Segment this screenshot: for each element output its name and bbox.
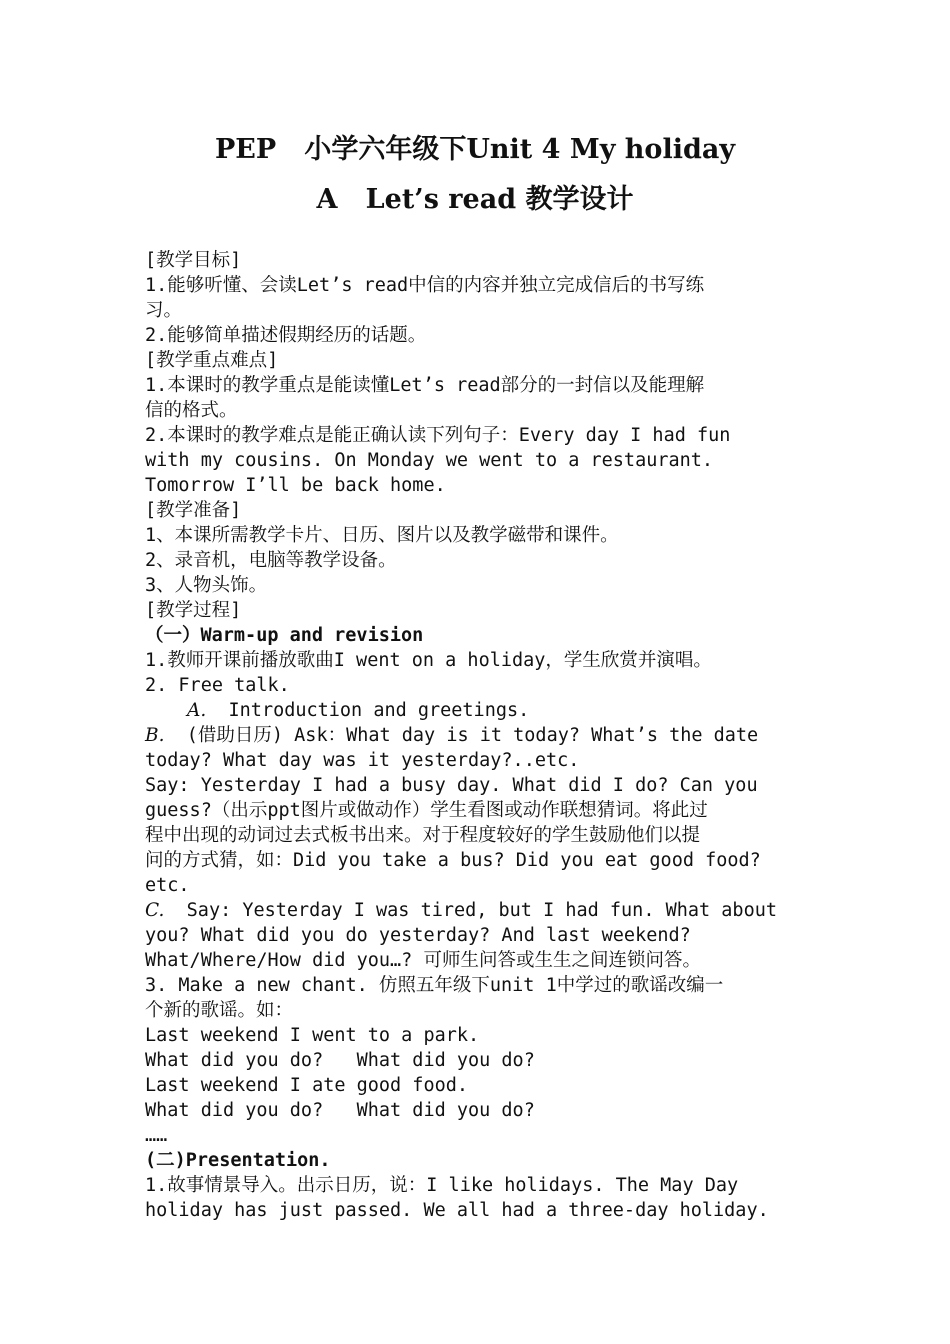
objective-1: 1.能够听懂、会读Let’s read中信的内容并独立完成信后的书写练 [145, 275, 705, 296]
process-heading: [教学过程] [145, 600, 242, 621]
warmup-say-4: 问的方式猜，如：Did you take a bus? Did you eat good food? [145, 850, 761, 871]
preparation-3: 3、人物头饰。 [145, 575, 268, 596]
item-b-text: (借助日历) Ask：What day is it today? What’s the date [164, 725, 759, 746]
keypoint-2-cont-2: Tomorrow I’ll be back home. [145, 475, 446, 496]
warmup-say-3: 程中出现的动词过去式板书出来。对于程度较好的学生鼓励他们以提 [145, 825, 701, 846]
warmup-heading: （一）Warm-up and revision [145, 625, 424, 646]
warmup-step-3: 3. Make a new chant. 仿照五年级下unit 1中学过的歌谣改编一 [145, 975, 724, 996]
document-title-line-1: PEP 小学六年级下Unit 4 My holiday [214, 134, 736, 165]
objectives-heading: [教学目标] [145, 250, 242, 271]
keypoints-heading: [教学重点难点] [145, 350, 279, 371]
keypoint-2: 2.本课时的教学难点是能正确认读下列句子：Every day I had fun [145, 425, 731, 446]
warmup-step-2: 2. Free talk. [145, 675, 290, 696]
chant-line-2: What did you do? What did you do? [145, 1050, 535, 1071]
keypoint-1: 1.本课时的教学重点是能读懂Let’s read部分的一封信以及能理解 [145, 375, 705, 396]
item-a-letter: A. [187, 700, 207, 721]
warmup-item-b-cont: today? What day was it yesterday?..etc. [145, 750, 580, 771]
document-title-line-2: A Let’s read 教学设计 [316, 184, 634, 215]
item-c-letter: C. [145, 900, 165, 921]
warmup-say-5: etc. [145, 875, 190, 896]
warmup-step-3-cont: 个新的歌谣。如： [145, 1000, 294, 1021]
preparation-heading: [教学准备] [145, 500, 242, 521]
warmup-item-c-cont: you? What did you do yesterday? And last weekend? [145, 925, 691, 946]
presentation-step-1: 1.故事情景导入。出示日历，说：I like holidays. The May Day [145, 1175, 739, 1196]
keypoint-2-cont: with my cousins. On Monday we went to a restaurant. [145, 450, 714, 471]
chant-line-3: Last weekend I ate good food. [145, 1075, 469, 1096]
warmup-say-1: Say: Yesterday I had a busy day. What did I do? Can you [145, 775, 758, 796]
warmup-say-2: guess?（出示ppt图片或做动作）学生看图或动作联想猜词。将此过 [145, 800, 708, 821]
presentation-step-1-cont: holiday has just passed. We all had a three-day holiday. [145, 1200, 769, 1221]
chant-line-4: What did you do? What did you do? [145, 1100, 535, 1121]
presentation-heading: (二)Presentation. [145, 1150, 331, 1171]
warmup-item-a [145, 698, 820, 723]
document-body [145, 248, 820, 1223]
objective-2: 2.能够简单描述假期经历的话题。 [145, 325, 427, 346]
chant-line-1: Last weekend I went to a park. [145, 1025, 480, 1046]
warmup-step-1: 1.教师开课前播放歌曲I went on a holiday，学生欣赏并演唱。 [145, 650, 712, 671]
warmup-item-c [145, 898, 820, 923]
objective-1-cont: 习。 [145, 300, 183, 321]
item-b-letter: B. [145, 725, 165, 746]
item-a-text: Introduction and greetings. [206, 700, 530, 721]
preparation-1: 1、本课所需教学卡片、日历、图片以及教学磁带和课件。 [145, 525, 619, 546]
warmup-item-b [145, 723, 820, 748]
chant-ellipsis: …… [145, 1125, 168, 1146]
preparation-2: 2、录音机，电脑等教学设备。 [145, 550, 397, 571]
warmup-item-c-cont-2: What/Where/How did you…? 可师生问答或生生之间连锁问答。 [145, 950, 701, 971]
keypoint-1-cont: 信的格式。 [145, 400, 238, 421]
item-c-text: Say: Yesterday I was tired, but I had fun. What about [164, 900, 777, 921]
